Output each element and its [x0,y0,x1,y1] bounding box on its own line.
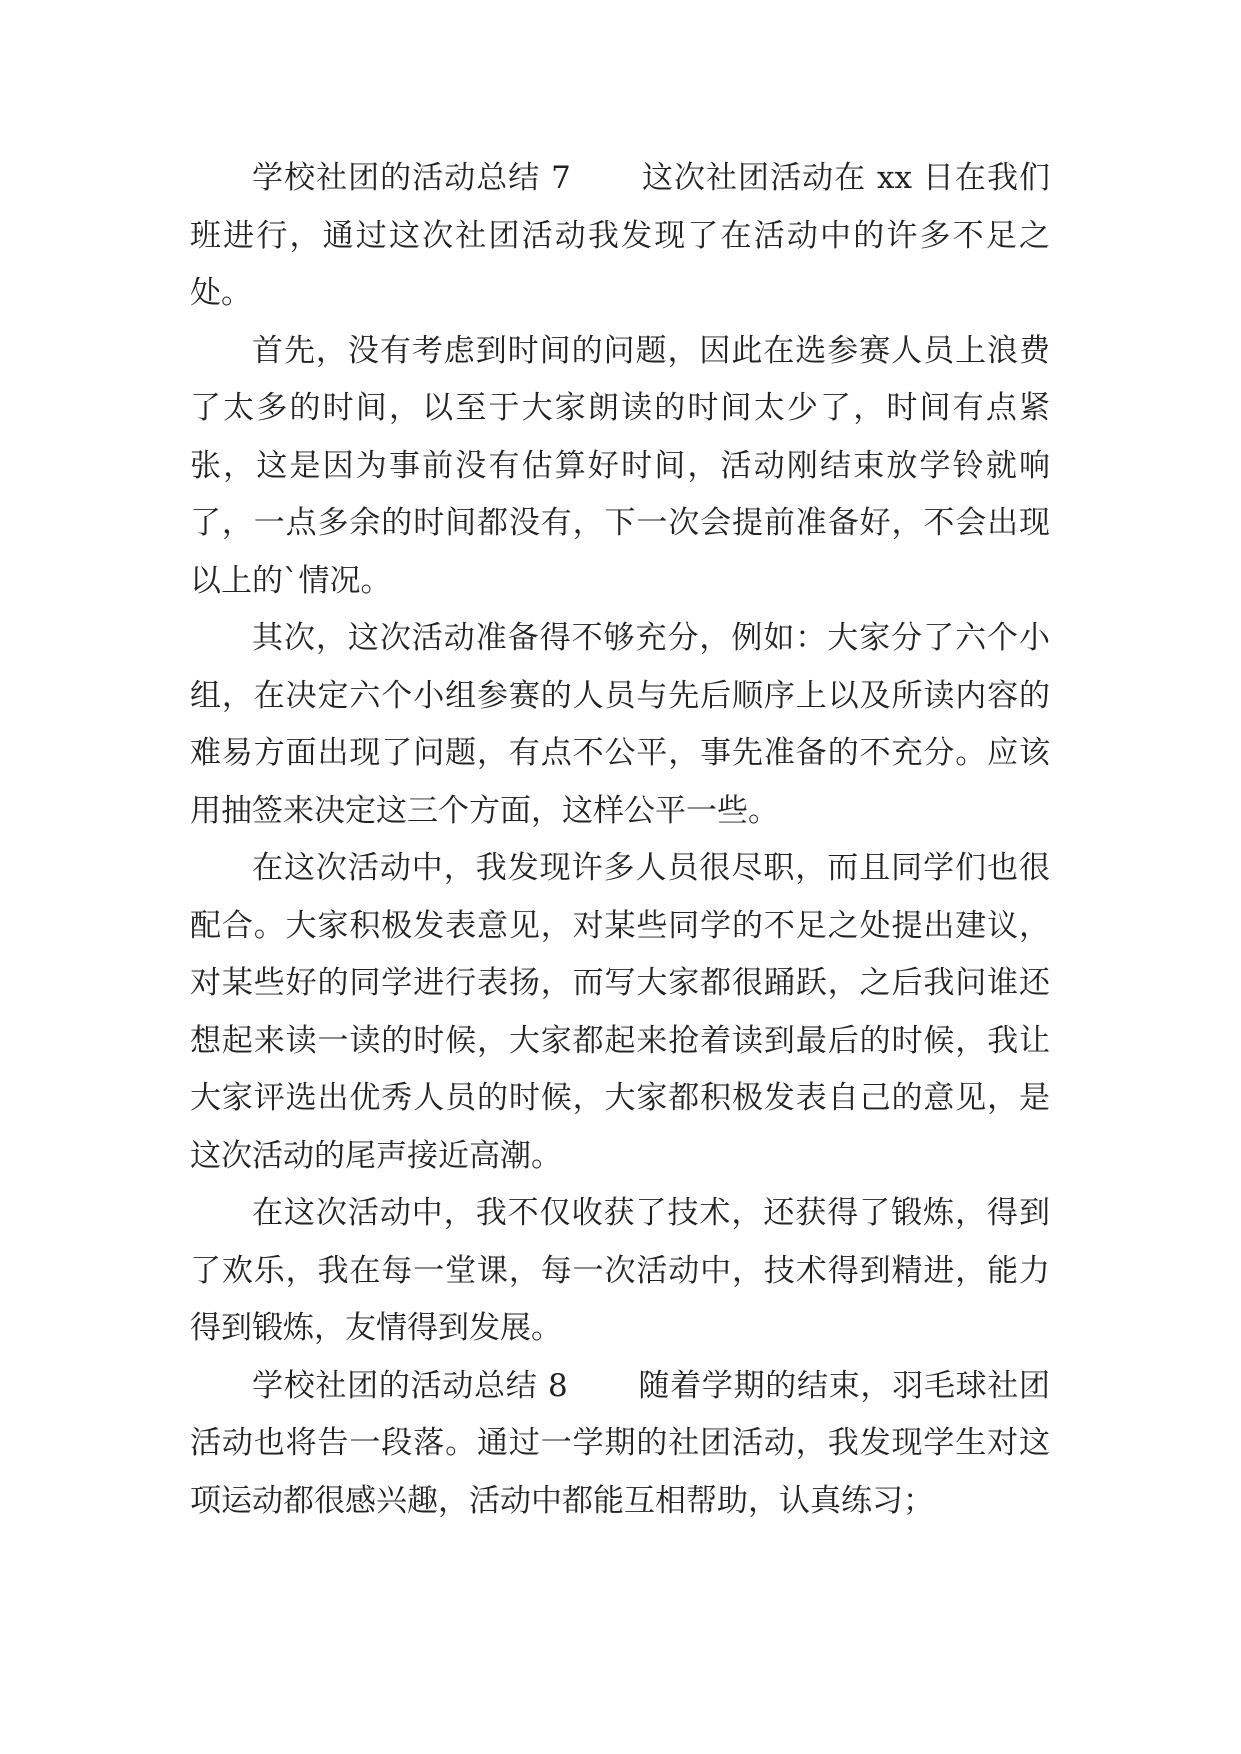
section-heading-7: 学校社团的活动总结 7 [252,160,571,196]
paragraph-summary-8 [190,1358,1050,1531]
document-body [190,150,1050,1530]
paragraph-summary-7 [190,150,1050,323]
paragraph-text: 随着学期的结束，羽毛球社团活动也将告一段落。通过一学期的社团活动，我发现学生对这项运动都很感兴趣，活动中都能互相帮助，认真练习； [190,1367,1050,1519]
section-heading-8: 学校社团的活动总结 8 [252,1367,568,1404]
paragraph-gains: 在这次活动中，我不仅收获了技术，还获得了锻炼，得到了欢乐，我在每一堂课，每一次活动中，技术得到精进，能力得到锻炼，友情得到发展。 [190,1195,1050,1346]
paragraph-second-point: 其次，这次活动准备得不够充分，例如：大家分了六个小组，在决定六个小组参赛的人员与先后顺序上以及所读内容的难易方面出现了问题，有点不公平，事先准备的不充分。应该用抽签来决定这三个方面，这样公平一些。 [190,620,1050,829]
paragraph-first-point: 首先，没有考虑到时间的问题，因此在选参赛人员上浪费了太多的时间，以至于大家朗读的时间太少了，时间有点紧张，这是因为事前没有估算好时间，活动刚结束放学铃就响了，一点多余的时间都没有，下一次会提前准备好，不会出现以上的`情况。 [190,332,1050,599]
paragraph-observations: 在这次活动中，我发现许多人员很尽职，而且同学们也很配合。大家积极发表意见，对某些同学的不足之处提出建议，对某些好的同学进行表扬，而写大家都很踊跃，之后我问谁还想起来读一读的时候，大家都起来抢着读到最后的时候，我让大家评选出优秀人员的时候，大家都积极发表自己的意见，是这次活动的尾声接近高潮。 [190,850,1050,1174]
paragraph-text: 这次社团活动在 xx 日在我们班进行，通过这次社团活动我发现了在活动中的许多不足之处。 [190,160,1050,311]
